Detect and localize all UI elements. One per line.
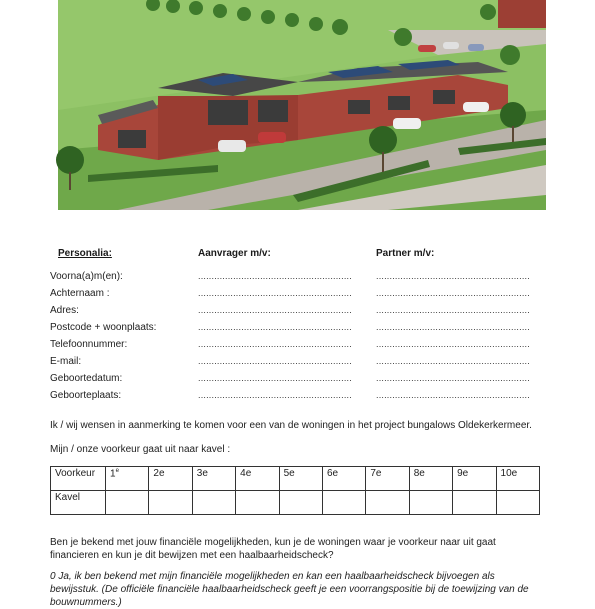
choice-1-suffix: e	[115, 468, 119, 474]
finance-option-yes-line3: bouwnummers.)	[50, 597, 122, 608]
kavel-cell-3[interactable]	[192, 491, 235, 515]
aanvrager-postcode-line[interactable]: .........................................................	[198, 322, 352, 332]
kavel-cell-2[interactable]	[149, 491, 192, 515]
kavel-cell-5[interactable]	[279, 491, 322, 515]
field-label-geboortedatum: Geboortedatum:	[50, 373, 123, 384]
partner-achternaam-line[interactable]: .........................................................	[376, 288, 530, 298]
kavel-cell-1[interactable]	[106, 491, 149, 515]
partner-telefoon-line[interactable]: .........................................................	[376, 339, 530, 349]
choice-header-7: 7e	[366, 467, 409, 491]
kavel-cell-4[interactable]	[236, 491, 279, 515]
finance-option-yes-line2: bewijsstuk. (De officiële financiële haalbaarheidscheck geeft je een voorrangspositie bij de toewijzing van de	[50, 584, 529, 595]
kavel-cell-7[interactable]	[366, 491, 409, 515]
voorkeur-label-cell: Voorkeur	[51, 467, 106, 491]
field-label-achternaam: Achternaam :	[50, 288, 110, 299]
finance-question-line2: financieren en kun je dit bewijzen met een haalbaarheidscheck?	[50, 550, 334, 561]
field-label-voornamen: Voorna(a)m(en):	[50, 271, 123, 282]
choice-header-8: 8e	[409, 467, 452, 491]
aanvrager-email-line[interactable]: .........................................................	[198, 356, 352, 366]
finance-question-line1: Ben je bekend met jouw financiële mogelijkheden, kun je de woningen waar je voorkeur naar uit gaat	[50, 537, 496, 548]
table-row-voorkeur	[51, 467, 540, 491]
aanvrager-adres-line[interactable]: .........................................................	[198, 305, 352, 315]
partner-voornamen-line[interactable]: .........................................................	[376, 271, 530, 281]
table-row-kavel	[51, 491, 540, 515]
partner-heading: Partner m/v:	[376, 248, 435, 259]
aanvrager-voornamen-line[interactable]: .........................................................	[198, 271, 352, 281]
finance-option-yes-line1[interactable]: 0 Ja, ik ben bekend met mijn financiële mogelijkheden en kan een haalbaarheidscheck bijvoegen als	[50, 571, 495, 582]
project-rendering-image	[58, 0, 546, 210]
project-statement: Ik / wij wensen in aanmerking te komen voor een van de woningen in het project bungalows Oldekerkermeer.	[50, 420, 532, 431]
choice-header-2: 2e	[149, 467, 192, 491]
kavel-preference-table	[50, 466, 540, 515]
field-label-geboorteplaats: Geboorteplaats:	[50, 390, 122, 401]
aanvrager-telefoon-line[interactable]: .........................................................	[198, 339, 352, 349]
kavel-cell-6[interactable]	[322, 491, 365, 515]
partner-email-line[interactable]: .........................................................	[376, 356, 530, 366]
field-label-telefoonnummer: Telefoonnummer:	[50, 339, 128, 350]
personalia-heading: Personalia:	[58, 248, 112, 259]
choice-header-4: 4e	[236, 467, 279, 491]
choice-header-10: 10e	[496, 467, 539, 491]
bungalows-illustration	[58, 0, 546, 210]
kavel-cell-10[interactable]	[496, 491, 539, 515]
choice-1-number: 1	[110, 468, 116, 480]
choice-header-1	[106, 467, 149, 491]
kavel-cell-8[interactable]	[409, 491, 452, 515]
field-label-postcode-woonplaats: Postcode + woonplaats:	[50, 322, 157, 333]
preference-intro: Mijn / onze voorkeur gaat uit naar kavel :	[50, 444, 231, 455]
choice-header-9: 9e	[453, 467, 496, 491]
choice-header-5: 5e	[279, 467, 322, 491]
field-label-email: E-mail:	[50, 356, 82, 367]
aanvrager-geboorteplaats-line[interactable]: .........................................................	[198, 390, 352, 400]
kavel-label-cell: Kavel	[51, 491, 106, 515]
partner-postcode-line[interactable]: .........................................................	[376, 322, 530, 332]
choice-header-3: 3e	[192, 467, 235, 491]
partner-geboorteplaats-line[interactable]: .........................................................	[376, 390, 530, 400]
partner-adres-line[interactable]: .........................................................	[376, 305, 530, 315]
field-label-adres: Adres:	[50, 305, 79, 316]
aanvrager-achternaam-line[interactable]: .........................................................	[198, 288, 352, 298]
partner-geboortedatum-line[interactable]: .........................................................	[376, 373, 530, 383]
aanvrager-heading: Aanvrager m/v:	[198, 248, 271, 259]
choice-header-6: 6e	[322, 467, 365, 491]
aanvrager-geboortedatum-line[interactable]: .........................................................	[198, 373, 352, 383]
kavel-cell-9[interactable]	[453, 491, 496, 515]
